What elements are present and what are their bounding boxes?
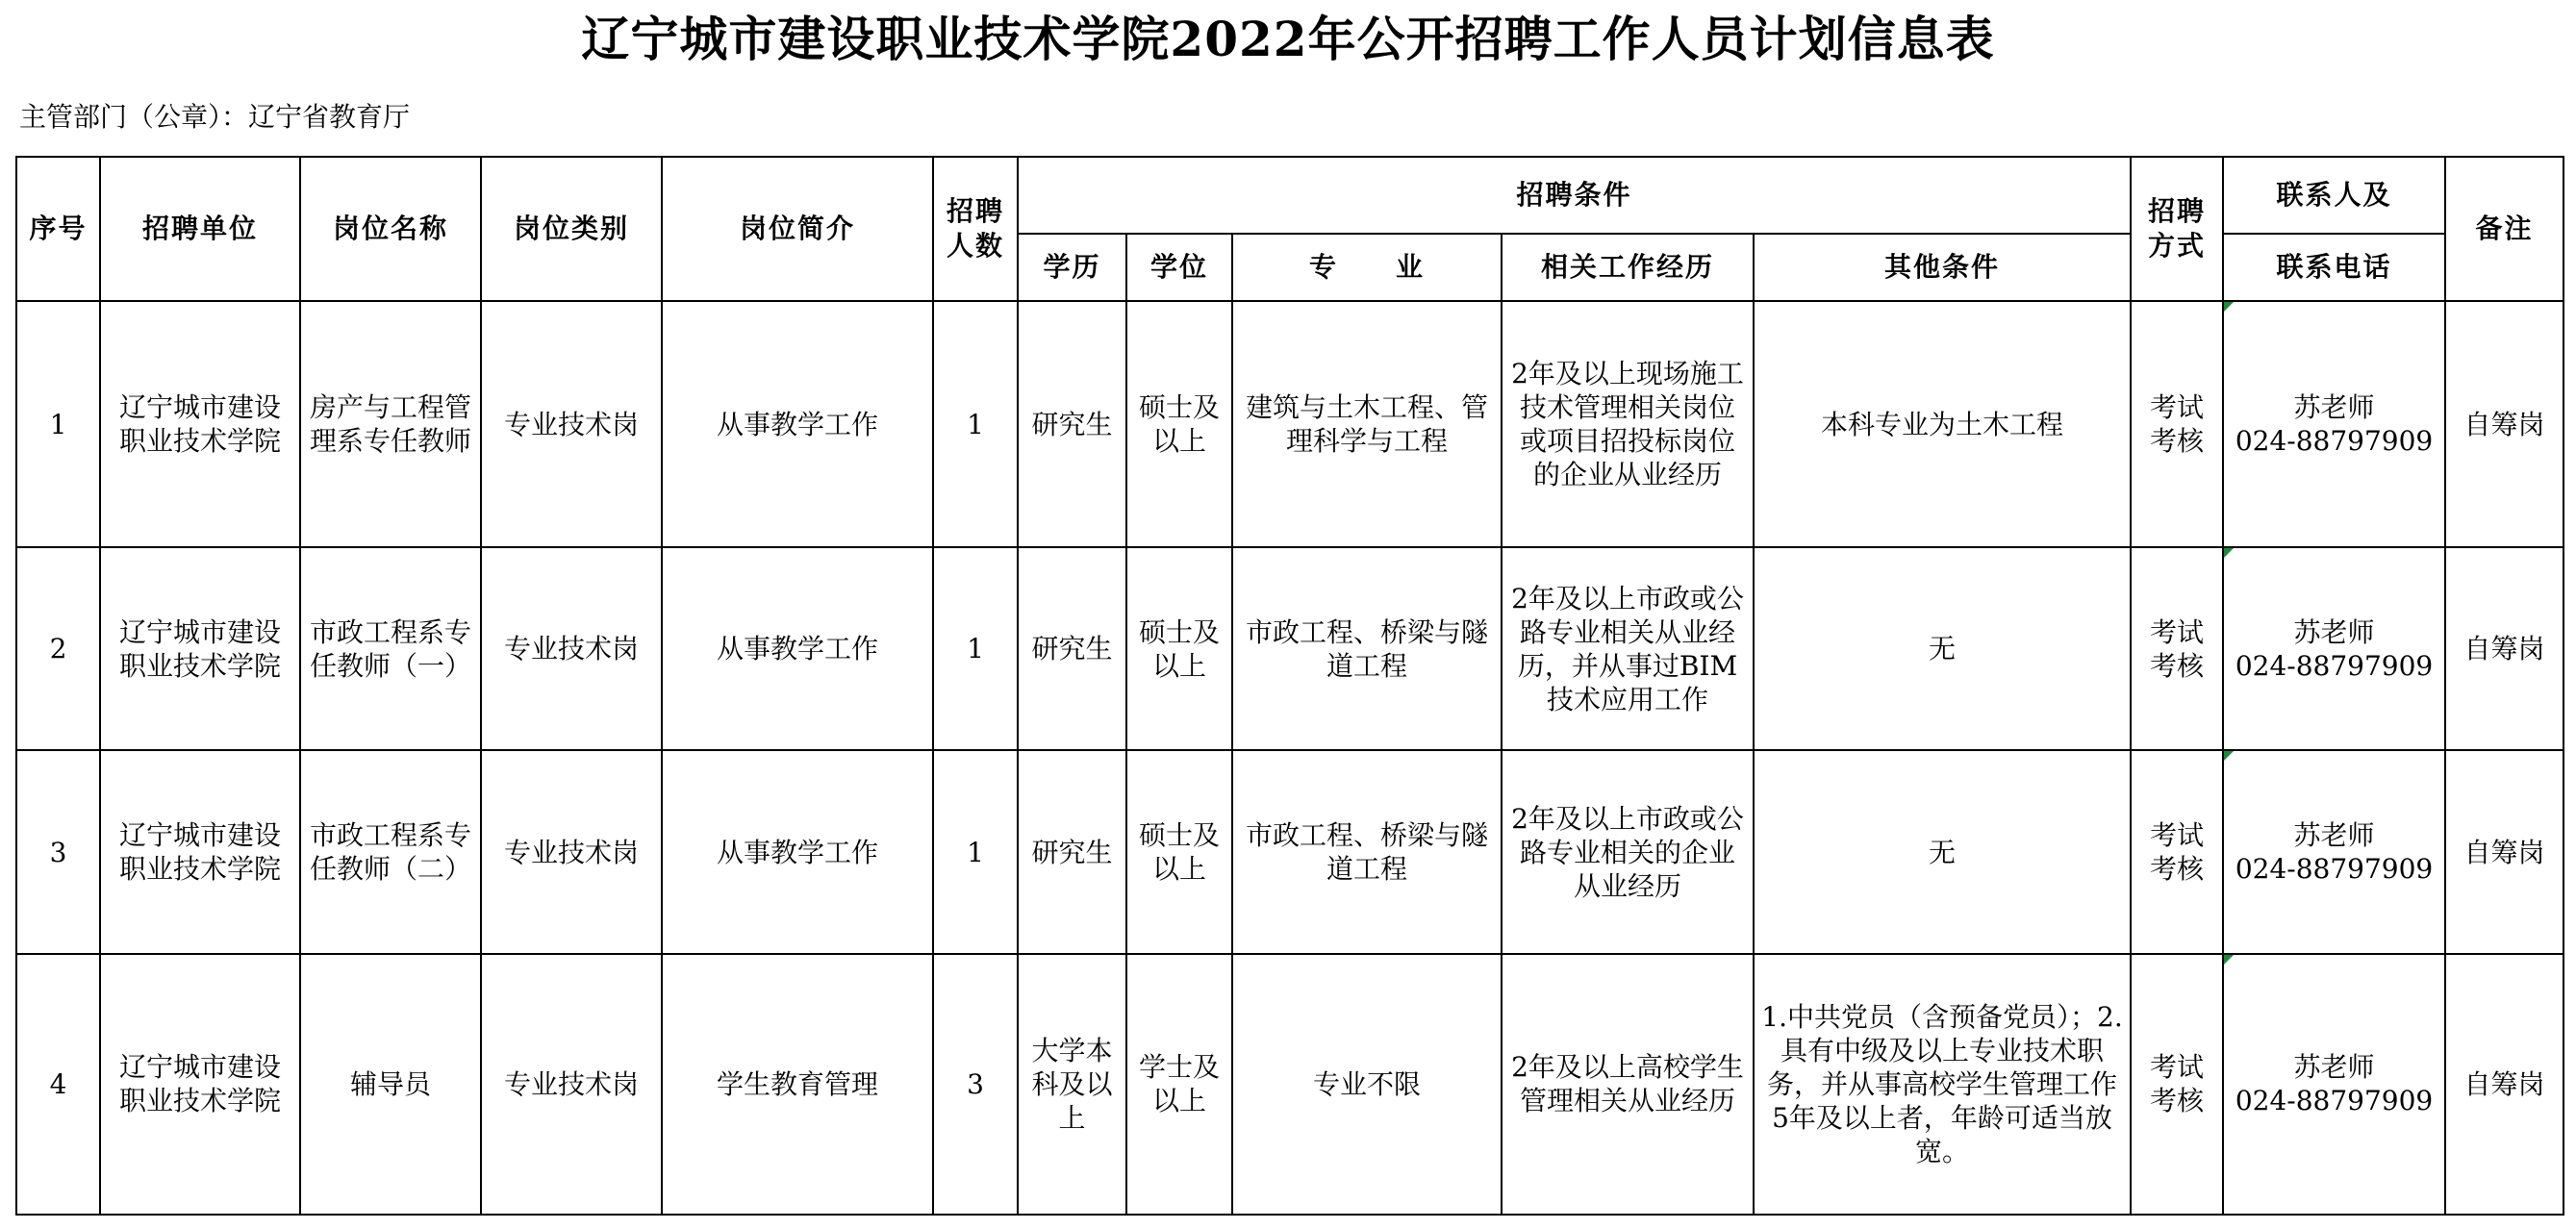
cell-other: 本科专业为土木工程 (1754, 301, 2131, 547)
cell-major: 专业不限 (1232, 954, 1502, 1215)
cell-seq: 4 (16, 954, 100, 1215)
cell-count: 3 (933, 954, 1018, 1215)
cell-unit: 辽宁城市建设职业技术学院 (100, 750, 300, 953)
contact-phone: 024-88797909 (2235, 425, 2434, 458)
cell-remark: 自筹岗 (2445, 750, 2563, 953)
contact-phone: 024-88797909 (2235, 1085, 2434, 1117)
header-contact: 联系人及 (2223, 157, 2445, 234)
cell-seq: 3 (16, 750, 100, 953)
header-degree: 学位 (1126, 234, 1232, 301)
cell-remark: 自筹岗 (2445, 301, 2563, 547)
cell-major: 建筑与土木工程、管理科学与工程 (1232, 301, 1502, 547)
header-contact-phone: 联系电话 (2223, 234, 2445, 301)
cell-position-name: 市政工程系专任教师（一） (300, 547, 481, 750)
cell-remark: 自筹岗 (2445, 954, 2563, 1215)
cell-degree: 硕士及以上 (1126, 301, 1232, 547)
cell-experience: 2年及以上市政或公路专业相关的企业从业经历 (1502, 750, 1754, 953)
cell-degree: 硕士及以上 (1126, 547, 1232, 750)
cell-experience: 2年及以上高校学生管理相关从业经历 (1502, 954, 1754, 1215)
header-position-type: 岗位类别 (481, 157, 662, 301)
cell-major: 市政工程、桥梁与隧道工程 (1232, 750, 1502, 953)
cell-experience: 2年及以上市政或公路专业相关从业经历，并从事过BIM技术应用工作 (1502, 547, 1754, 750)
table-row (16, 954, 2563, 1215)
cell-count: 1 (933, 547, 1018, 750)
cell-contact (2223, 954, 2445, 1215)
cell-position-type: 专业技术岗 (481, 750, 662, 953)
cell-unit: 辽宁城市建设职业技术学院 (100, 301, 300, 547)
header-major: 专 业 (1232, 234, 1502, 301)
page-title: 辽宁城市建设职业技术学院2022年公开招聘工作人员计划信息表 (581, 11, 1995, 67)
cell-other: 无 (1754, 547, 2131, 750)
cell-position-name: 房产与工程管理系专任教师 (300, 301, 481, 547)
cell-contact (2223, 750, 2445, 953)
cell-method: 考试考核 (2131, 750, 2223, 953)
cell-position-name: 市政工程系专任教师（二） (300, 750, 481, 953)
contact-name: 苏老师 (2293, 615, 2375, 648)
cell-contact (2223, 301, 2445, 547)
cell-degree: 学士及以上 (1126, 954, 1232, 1215)
header-count: 招聘人数 (933, 157, 1018, 301)
cell-experience: 2年及以上现场施工技术管理相关岗位或项目招投标岗位的企业从业经历 (1502, 301, 1754, 547)
cell-contact (2223, 547, 2445, 750)
cell-other: 无 (1754, 750, 2131, 953)
department-label: 主管部门（公章）：辽宁省教育厅 (19, 101, 411, 133)
cell-education: 研究生 (1018, 547, 1126, 750)
header-position-intro: 岗位简介 (662, 157, 933, 301)
header-remark: 备注 (2445, 157, 2563, 301)
contact-phone: 024-88797909 (2235, 649, 2434, 682)
cell-position-type: 专业技术岗 (481, 954, 662, 1215)
contact-name: 苏老师 (2293, 819, 2375, 851)
contact-name: 苏老师 (2293, 1051, 2375, 1084)
cell-other: 1.中共党员（含预备党员）；2.具有中级及以上专业技术职务，并从事高校学生管理工作5年及以上者，年龄可适当放宽。 (1754, 954, 2131, 1215)
cell-position-type: 专业技术岗 (481, 547, 662, 750)
contact-name: 苏老师 (2293, 391, 2375, 424)
cell-count: 1 (933, 301, 1018, 547)
recruitment-table (15, 156, 2564, 1216)
cell-position-intro: 从事教学工作 (662, 750, 933, 953)
cell-major: 市政工程、桥梁与隧道工程 (1232, 547, 1502, 750)
cell-unit: 辽宁城市建设职业技术学院 (100, 547, 300, 750)
cell-position-intro: 从事教学工作 (662, 301, 933, 547)
header-unit: 招聘单位 (100, 157, 300, 301)
cell-method: 考试考核 (2131, 301, 2223, 547)
contact-phone: 024-88797909 (2235, 853, 2434, 885)
cell-remark: 自筹岗 (2445, 547, 2563, 750)
cell-position-intro: 学生教育管理 (662, 954, 933, 1215)
cell-position-type: 专业技术岗 (481, 301, 662, 547)
cell-education: 研究生 (1018, 750, 1126, 953)
cell-position-intro: 从事教学工作 (662, 547, 933, 750)
header-experience: 相关工作经历 (1502, 234, 1754, 301)
header-conditions: 招聘条件 (1018, 157, 2131, 234)
header-row (16, 157, 2563, 234)
table-row (16, 750, 2563, 953)
header-position-name: 岗位名称 (300, 157, 481, 301)
header-method: 招聘方式 (2131, 157, 2223, 301)
header-seq: 序号 (16, 157, 100, 301)
cell-method: 考试考核 (2131, 954, 2223, 1215)
cell-education: 大学本科及以上 (1018, 954, 1126, 1215)
cell-position-name: 辅导员 (300, 954, 481, 1215)
table-row (16, 301, 2563, 547)
cell-unit: 辽宁城市建设职业技术学院 (100, 954, 300, 1215)
header-other: 其他条件 (1754, 234, 2131, 301)
table-row (16, 547, 2563, 750)
cell-seq: 1 (16, 301, 100, 547)
cell-method: 考试考核 (2131, 547, 2223, 750)
cell-education: 研究生 (1018, 301, 1126, 547)
header-education: 学历 (1018, 234, 1126, 301)
cell-degree: 硕士及以上 (1126, 750, 1232, 953)
cell-seq: 2 (16, 547, 100, 750)
cell-count: 1 (933, 750, 1018, 953)
